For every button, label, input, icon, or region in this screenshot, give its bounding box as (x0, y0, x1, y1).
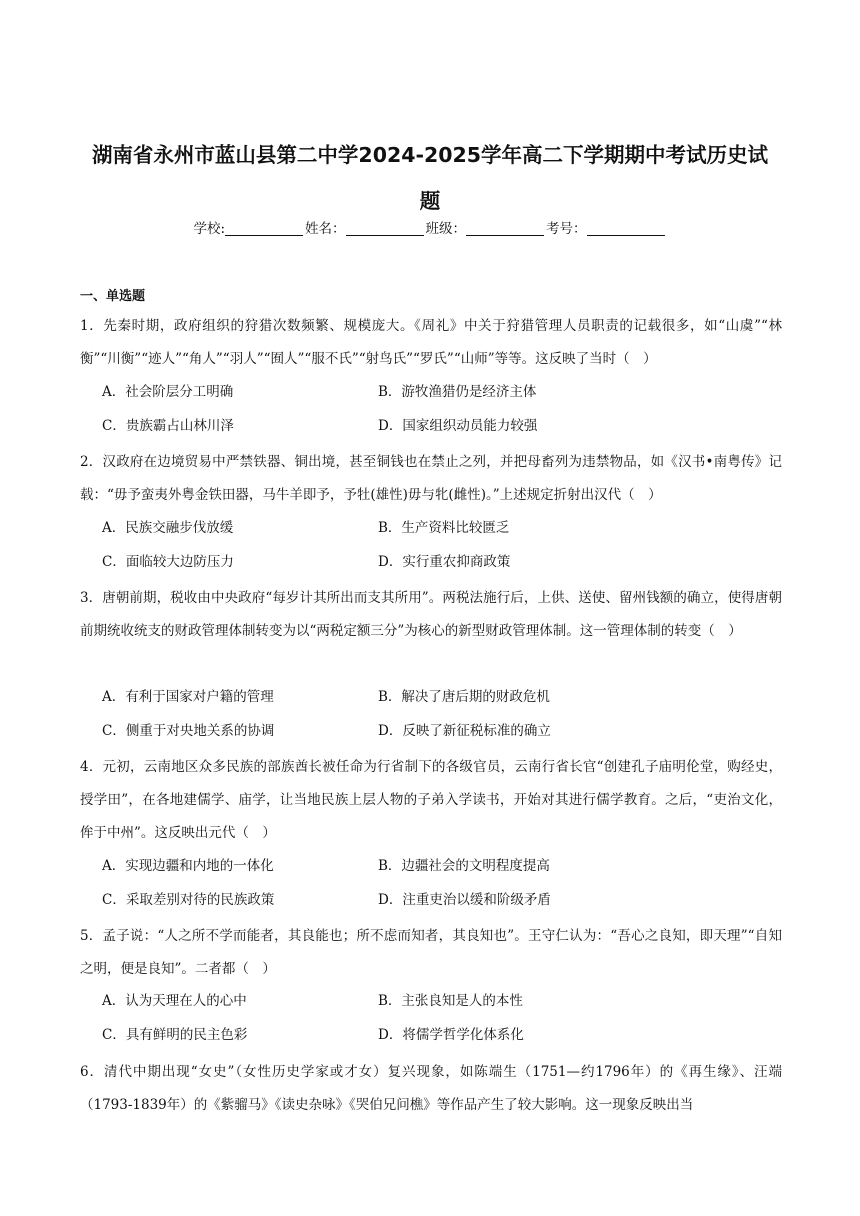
school-label: 学校: (193, 221, 226, 237)
option-c: C．面临较大边防压力 (102, 554, 234, 570)
exam-no-label: 考号： (546, 221, 587, 237)
name-label: 姓名： (305, 221, 346, 237)
question-4 (80, 751, 782, 850)
option-a: A．有利于国家对户籍的管理 (102, 689, 274, 705)
title-line-2: 题 (419, 189, 441, 213)
option-b: B．主张良知是人的本性 (378, 993, 523, 1009)
option-d: D．国家组织动员能力较强 (378, 418, 538, 434)
option-a: A．民族交融步伐放缓 (102, 520, 234, 536)
question-2 (80, 446, 782, 512)
question-1 (80, 310, 782, 376)
option-b: B．解决了唐后期的财政危机 (378, 689, 550, 705)
school-blank (225, 221, 303, 236)
student-info-row (0, 218, 860, 240)
option-a: A．社会阶层分工明确 (102, 384, 234, 400)
question-5 (80, 920, 782, 986)
option-d: D．注重吏治以缓和阶级矛盾 (378, 892, 551, 908)
question-text: 1．先秦时期，政府组织的狩猎次数频繁、规模庞大。《周礼》中关于狩猎管理人员职责的记载很多，如“山虞”“林衡”“川衡”“迹人”“角人”“羽人”“囿人”“服不氏”“射鸟氏”“罗氏”“山师”等等。这反映了当时（ ） (80, 318, 782, 367)
option-b: B．生产资料比较匮乏 (378, 520, 510, 536)
option-c: C．贵族霸占山林川泽 (102, 418, 234, 434)
question-text: 3．唐朝前期，税收由中央政府“每岁计其所出而支其所用”。两税法施行后，上供、送使、留州钱额的确立，使得唐朝前期统收统支的财政管理体制转变为以“两税定额三分”为核心的新型财政管理体制。这一管理体制的转变（ ） (80, 590, 782, 639)
option-d: D．将儒学哲学化体系化 (378, 1027, 524, 1043)
question-6 (80, 1056, 782, 1122)
option-b: B．游牧渔猎仍是经济主体 (378, 384, 537, 400)
option-d: D．实行重农抑商政策 (378, 554, 511, 570)
section-heading: 一、单选题 (80, 289, 146, 304)
option-d: D．反映了新征税标准的确立 (378, 723, 551, 739)
question-text: 6．清代中期出现“女史”（女性历史学家或才女）复兴现象，如陈端生（1751—约1796年）的《再生缘》、汪端（1793-1839年）的《紫骝马》《读史杂咏》《哭伯兄问樵》等作品产生了较大影响。这一现象反映出当 (80, 1064, 782, 1113)
question-text: 2．汉政府在边境贸易中严禁铁器、铜出境，甚至铜钱也在禁止之列，并把母畜列为违禁物品，如《汉书•南粤传》记载：“毋予蛮夷外粤金铁田器，马牛羊即予，予牡(雄性)毋与牝(雌性)。”上述规定折射出汉代（ ） (80, 454, 782, 503)
class-blank (466, 221, 544, 236)
name-blank (346, 221, 424, 236)
page-title (70, 132, 790, 224)
question-text: 4．元初，云南地区众多民族的部族酋长被任命为行省制下的各级官员，云南行省长官“创建孔子庙明伦堂，购经史，授学田”，在各地建儒学、庙学，让当地民族上层人物的子弟入学读书，开始对其进行儒学教育。之后，“吏治文化，侔于中州”。这反映出元代（ ） (80, 759, 782, 841)
option-c: C．采取差别对待的民族政策 (102, 892, 275, 908)
question-3 (80, 582, 782, 648)
option-c: C．具有鲜明的民主色彩 (102, 1027, 248, 1043)
question-text: 5．孟子说：“人之所不学而能者，其良能也；所不虑而知者，其良知也”。王守仁认为：“吾心之良知，即天理”“自知之明，便是良知”。二者都（ ） (80, 928, 782, 977)
option-c: C．侧重于对央地关系的协调 (102, 723, 275, 739)
title-line-1: 湖南省永州市蓝山县第二中学2024-2025学年高二下学期期中考试历史试 (91, 143, 769, 167)
option-b: B．边疆社会的文明程度提高 (378, 858, 550, 874)
class-label: 班级： (425, 221, 467, 237)
exam-no-blank (587, 221, 665, 236)
option-a: A．实现边疆和内地的一体化 (102, 858, 274, 874)
option-a: A．认为天理在人的心中 (102, 993, 247, 1009)
